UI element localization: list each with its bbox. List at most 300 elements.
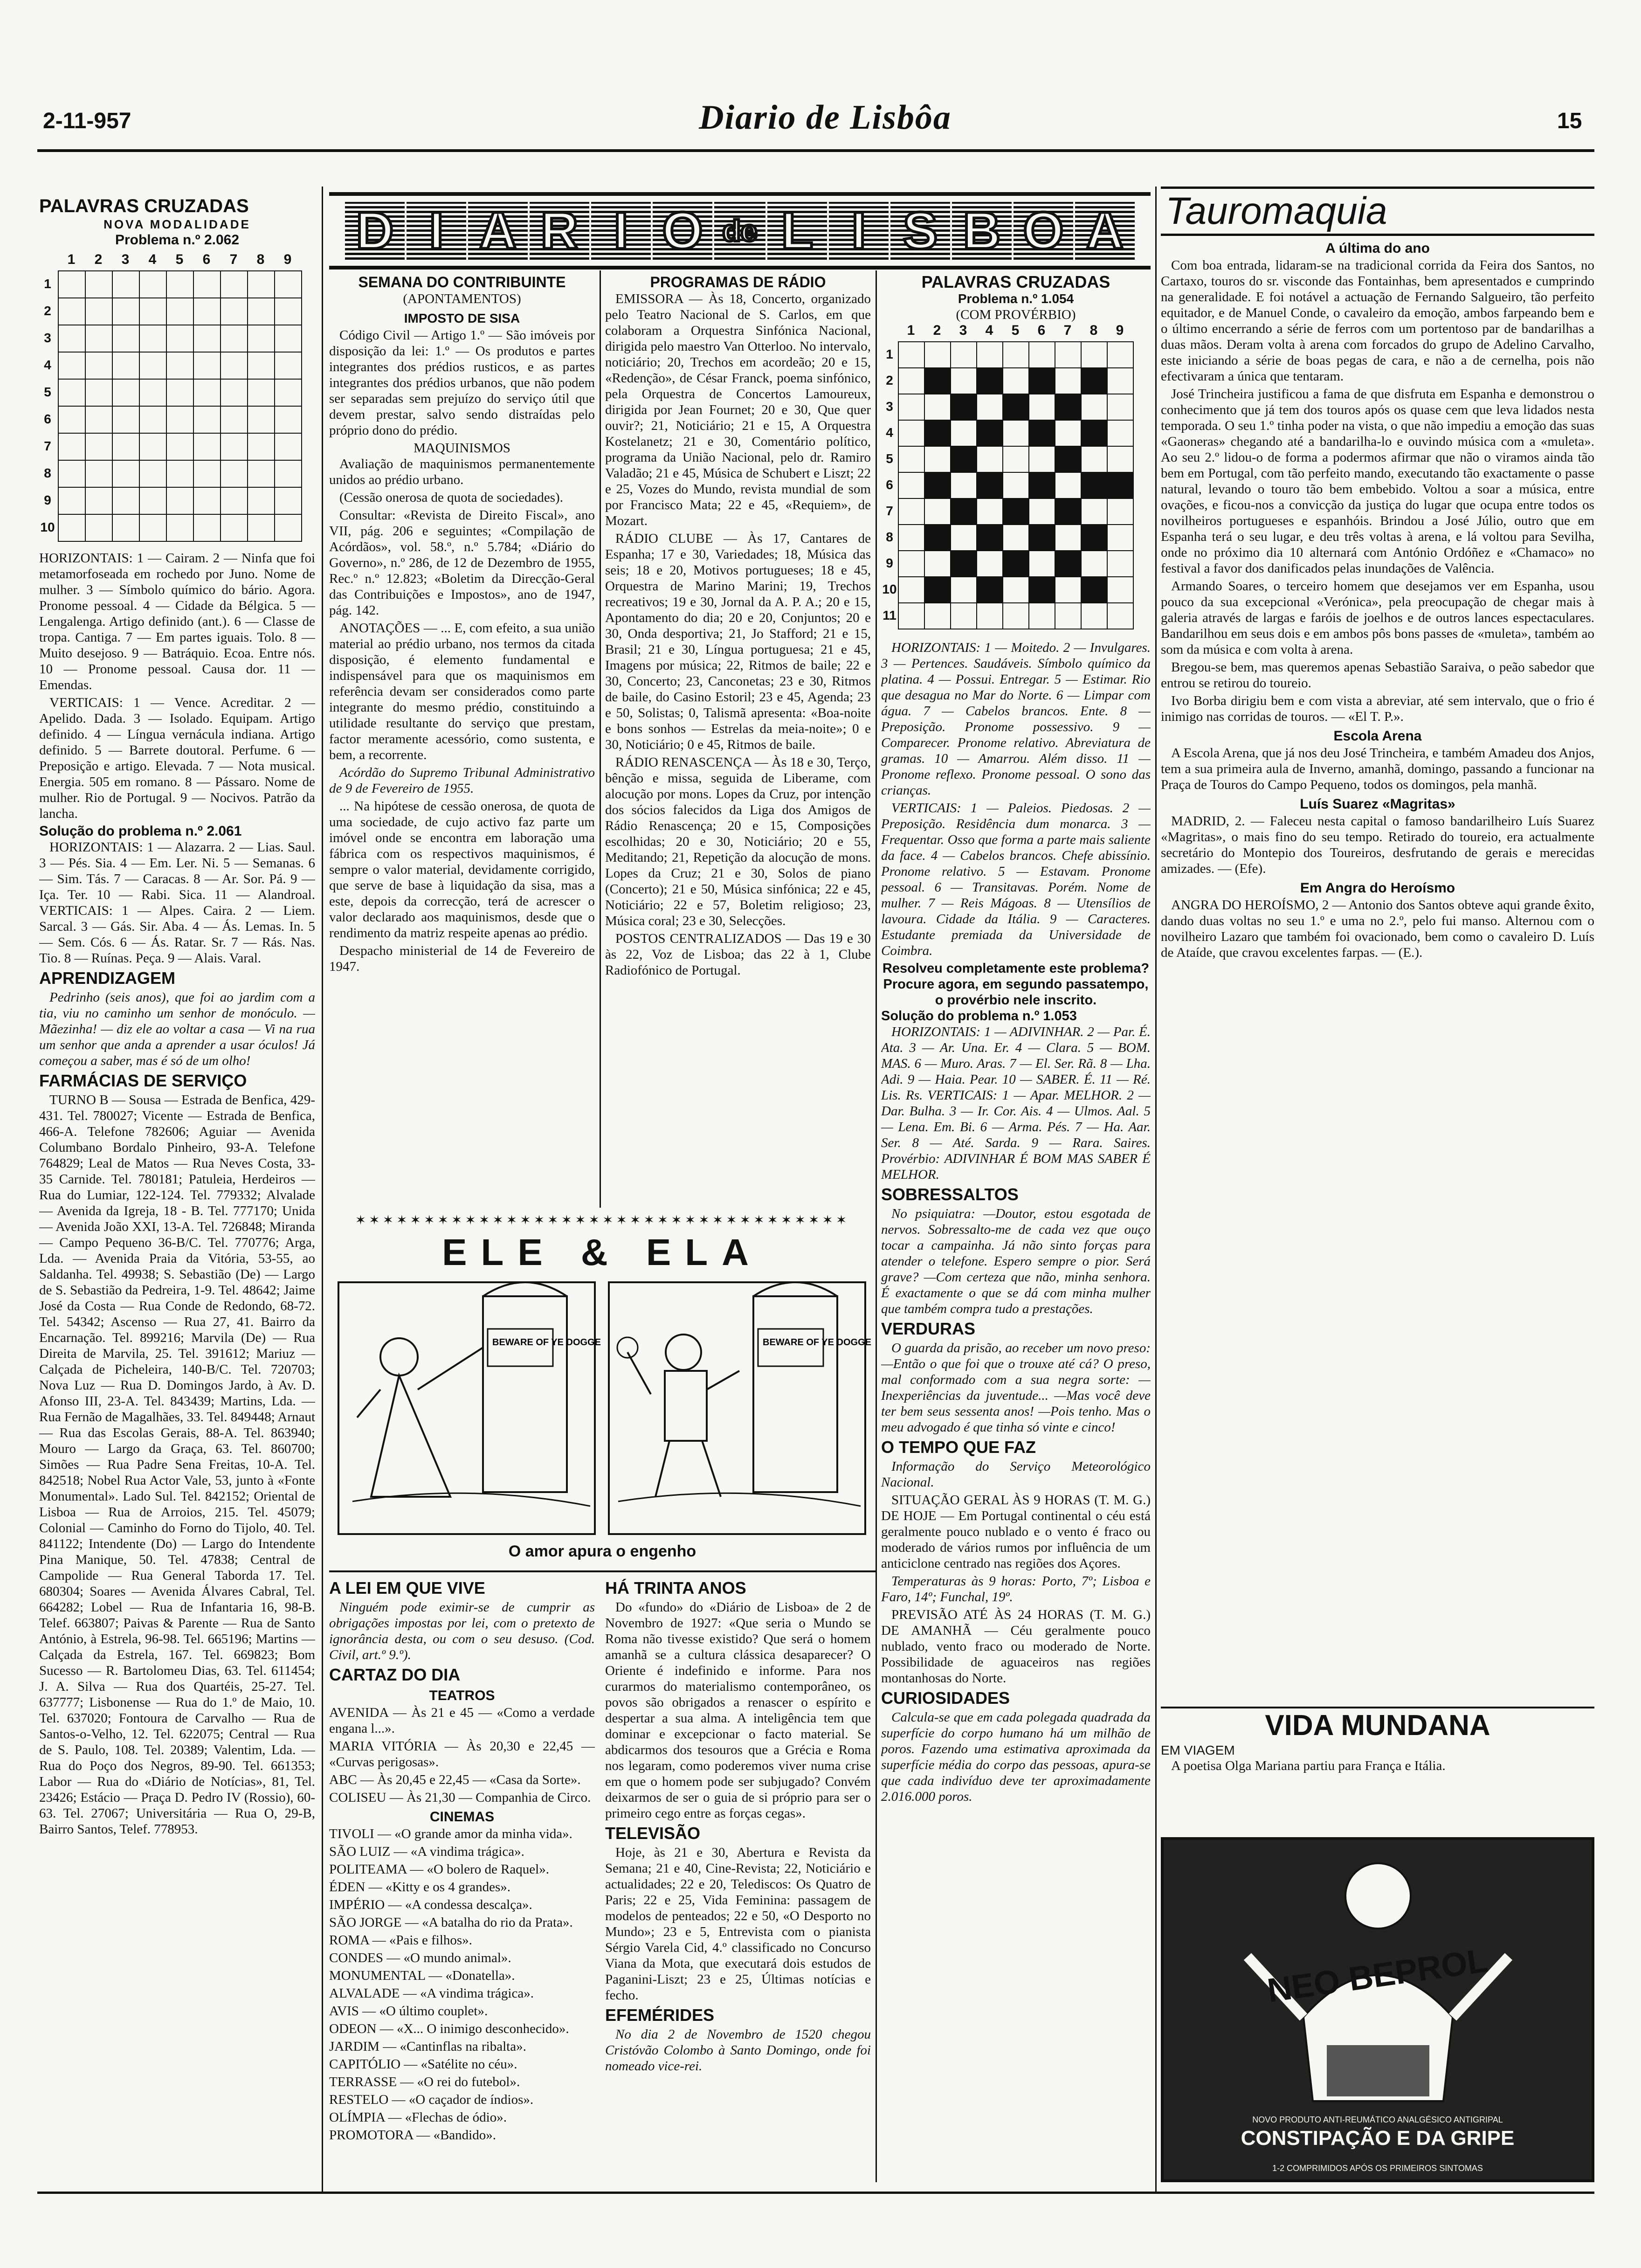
crossword-cell[interactable] bbox=[166, 433, 193, 460]
crossword-cell[interactable] bbox=[166, 514, 193, 541]
crossword-cell[interactable] bbox=[951, 420, 977, 446]
crossword-cell[interactable] bbox=[977, 603, 1003, 629]
crossword-cell[interactable] bbox=[951, 603, 977, 629]
crossword-cell[interactable] bbox=[248, 271, 275, 298]
crossword-cell[interactable] bbox=[139, 487, 166, 514]
crossword-cell[interactable] bbox=[951, 498, 977, 525]
crossword-cell[interactable] bbox=[193, 379, 221, 406]
crossword-cell[interactable] bbox=[85, 352, 112, 379]
cartaz-teatro-item: COLISEU — Às 21,30 — Companhia de Circo. bbox=[329, 1790, 591, 1805]
curiosidades-text: Calcula-se que em cada polegada quadrada da superfície do corpo humano há um milhão de poros. Fazendo uma estimativa aproximada da superfície média do corpo das pessoas, apura-se que cada indivíduo deve ter aproximadamente 2.016.000 poros. bbox=[881, 1710, 1151, 1804]
crossword-cell[interactable] bbox=[112, 379, 139, 406]
crossword-cell[interactable] bbox=[1003, 420, 1029, 446]
tauromaquia-sub3: Luís Suarez «Magritas» bbox=[1300, 796, 1455, 812]
banner-letter: I bbox=[829, 202, 889, 260]
crossword-cell[interactable] bbox=[193, 406, 221, 433]
crossword-cell[interactable] bbox=[898, 446, 924, 472]
crossword-cell[interactable] bbox=[139, 271, 166, 298]
crossword-cell[interactable] bbox=[1055, 368, 1081, 394]
crossword-cell[interactable] bbox=[275, 352, 302, 379]
door-panel1 bbox=[483, 1296, 567, 1492]
aprendizagem-text: Pedrinho (seis anos), que foi ao jardim com a tia, viu no caminho um senhor de monóculo. —Mãezinha! — diz ele ao voltar a casa — Vi na rua um senhor que anda a aprender a usar óculos! Já começou a saber, mas é só de um olho! bbox=[39, 990, 315, 1068]
crossword-cell[interactable] bbox=[139, 298, 166, 325]
crossword-cell[interactable] bbox=[1029, 525, 1055, 551]
crossword-cell[interactable] bbox=[166, 379, 193, 406]
crossword-cell[interactable] bbox=[1029, 577, 1055, 603]
crossword-cell[interactable] bbox=[275, 433, 302, 460]
ele-ela-stars-top: ✶✶✶✶✶✶✶✶✶✶✶✶✶✶✶✶✶✶✶✶✶✶✶✶✶✶✶✶✶✶✶✶✶✶✶✶ bbox=[355, 1213, 850, 1227]
crossword-cell[interactable] bbox=[977, 342, 1003, 368]
crossword-cell[interactable] bbox=[1081, 472, 1107, 498]
crossword-col-number: 8 bbox=[256, 252, 265, 267]
crossword-right-verticais: VERTICAIS: 1 — Paleios. Piedosas. 2 — Preposição. Residência dum monarca. 3 — Frequentar. Osso que forma a parte mais saliente da face. 4 — Cabelos brancos. Chefe abissínio. Pronome relativo. 5 — Estavam. Pronome pessoal. 6 — Transitavas. Porém. Nome de mulher. 7 — Reis Mágoas. 8 — Utensílios de lavoura. Cidade da Itália. 9 — Caracteres. Estudante premiada da Universidade de Coimbra. bbox=[881, 801, 1151, 958]
radio-postos: POSTOS CENTRALIZADOS — Das 19 e 30 às 22, Voz de Lisboa; das 22 à 1, Clube Radiofónico de Portugal. bbox=[605, 931, 871, 978]
crossword-cell[interactable] bbox=[85, 514, 112, 541]
radio-title: PROGRAMAS DE RÁDIO bbox=[650, 274, 826, 290]
crossword-cell[interactable] bbox=[166, 487, 193, 514]
vida-mundana-text: A poetisa Olga Mariana partiu para França e Itália. bbox=[1171, 1758, 1446, 1773]
crossword-cell[interactable] bbox=[248, 406, 275, 433]
crossword-row-number: 6 bbox=[886, 477, 893, 492]
efemerides-title: EFEMÉRIDES bbox=[605, 2005, 715, 2025]
crossword-cell[interactable] bbox=[193, 352, 221, 379]
tauromaquia-p7: MADRID, 2. — Faleceu nesta capital o famoso bandarilheiro Luís Suarez «Magritas», o mais fino do seu tempo. Retirado do toureio, era actualmente secretário do Montepio dos Toureiros, desfrutando de gerais e merecidas amizades. — (Efe). bbox=[1161, 814, 1594, 876]
crossword-cell[interactable] bbox=[977, 525, 1003, 551]
crossword-cell[interactable] bbox=[112, 325, 139, 352]
crossword-cell[interactable] bbox=[898, 577, 924, 603]
cartaz-cinema-item: CONDES — «O mundo animal». bbox=[329, 1950, 511, 1965]
tauromaquia-title: Tauromaquia bbox=[1161, 187, 1594, 236]
crossword-cell[interactable] bbox=[951, 342, 977, 368]
crossword-cell[interactable] bbox=[112, 460, 139, 487]
crossword-row-number: 10 bbox=[882, 582, 897, 596]
crossword-cell[interactable] bbox=[193, 487, 221, 514]
crossword-right-row-numbers bbox=[881, 341, 898, 630]
ad-figure-shorts bbox=[1327, 2045, 1429, 2096]
cartaz-cinema-item: SÃO LUIZ — «A vindima trágica». bbox=[329, 1844, 524, 1859]
crossword-cell[interactable] bbox=[58, 298, 85, 325]
crossword-cell[interactable] bbox=[1055, 446, 1081, 472]
crossword-cell[interactable] bbox=[924, 498, 951, 525]
tempo-title: O TEMPO QUE FAZ bbox=[881, 1438, 1036, 1457]
crossword-cell[interactable] bbox=[1029, 551, 1055, 577]
crossword-cell[interactable] bbox=[1107, 394, 1133, 420]
cartaz-cinema-item: AVIS — «O último couplet». bbox=[329, 2004, 488, 2019]
crossword-cell[interactable] bbox=[275, 379, 302, 406]
crossword-cell[interactable] bbox=[139, 433, 166, 460]
crossword-cell[interactable] bbox=[951, 368, 977, 394]
crossword-cell[interactable] bbox=[275, 271, 302, 298]
semana-acordao: Acórdão do Supremo Tribunal Administrativo de 9 de Fevereiro de 1955. bbox=[329, 765, 595, 796]
tauromaquia-p6: A Escola Arena, que já nos deu José Trincheira, e também Amadeu dos Anjos, tem a sua primeira aula de Inverno, amanhã, domingo, passando a funcionar na Praça de Touros do Campo Pequeno, todos os domingos, pela manhã. bbox=[1161, 746, 1594, 792]
crossword-cell[interactable] bbox=[221, 352, 248, 379]
crossword-row-number: 1 bbox=[44, 277, 51, 291]
crossword-cell[interactable] bbox=[1055, 394, 1081, 420]
crossword-cell[interactable] bbox=[58, 406, 85, 433]
crossword-cell[interactable] bbox=[85, 487, 112, 514]
crossword-cell[interactable] bbox=[977, 420, 1003, 446]
crossword-cell[interactable] bbox=[1003, 525, 1029, 551]
crossword-cell[interactable] bbox=[248, 379, 275, 406]
crossword-cell[interactable] bbox=[1081, 342, 1107, 368]
crossword-row-number: 2 bbox=[44, 304, 51, 318]
crossword-cell[interactable] bbox=[951, 446, 977, 472]
crossword-cell[interactable] bbox=[58, 460, 85, 487]
crossword-cell[interactable] bbox=[248, 325, 275, 352]
crossword-cell[interactable] bbox=[924, 446, 951, 472]
crossword-cell[interactable] bbox=[139, 352, 166, 379]
crossword-cell[interactable] bbox=[221, 271, 248, 298]
crossword-cell[interactable] bbox=[58, 487, 85, 514]
crossword-cell[interactable] bbox=[924, 551, 951, 577]
vida-mundana-title: VIDA MUNDANA bbox=[1265, 1709, 1490, 1742]
crossword-cell[interactable] bbox=[58, 433, 85, 460]
col-divider-1 bbox=[322, 187, 323, 2192]
cartaz-cinema-item: TIVOLI — «O grande amor da minha vida». bbox=[329, 1826, 572, 1841]
crossword-col-number: 1 bbox=[67, 252, 76, 267]
crossword-cell[interactable] bbox=[977, 551, 1003, 577]
crossword-cell[interactable] bbox=[248, 460, 275, 487]
crossword-row-number: 5 bbox=[886, 451, 893, 466]
banner-letter: S bbox=[890, 202, 950, 260]
tempo-temps: Temperaturas às 9 horas: Porto, 7º; Lisboa e Faro, 14º; Funchal, 19º. bbox=[881, 1574, 1151, 1604]
crossword-table bbox=[58, 270, 302, 542]
crossword-cell[interactable] bbox=[166, 298, 193, 325]
crossword-cell[interactable] bbox=[193, 271, 221, 298]
crossword-col-number: 8 bbox=[1089, 323, 1098, 338]
crossword-cell[interactable] bbox=[248, 433, 275, 460]
crossword-cell[interactable] bbox=[898, 603, 924, 629]
vida-mundana bbox=[1161, 1707, 1594, 1774]
cartaz-cinema-item: MONUMENTAL — «Donatella». bbox=[329, 1968, 515, 1983]
crossword-cell[interactable] bbox=[977, 472, 1003, 498]
crossword-cell[interactable] bbox=[112, 514, 139, 541]
crossword-cell[interactable] bbox=[1055, 498, 1081, 525]
crossword-cell[interactable] bbox=[898, 342, 924, 368]
crossword-left-verticais: VERTICAIS: 1 — Vence. Acreditar. 2 — Apelido. Dada. 3 — Isolado. Equipam. Artigo definido. 4 — Língua vernácula indiana. Artigo definido. 5 — Barrete doutoral. Perfume. 6 — Preposição e artigo. Elevada. 7 — Nota musical. Energia. 505 em romano. 8 — Pássaro. Nome de mulher. Rio de Portugal. 9 — Nocivos. Patrão da lancha. bbox=[39, 695, 315, 821]
crossword-cell[interactable] bbox=[1003, 498, 1029, 525]
crossword-cell[interactable] bbox=[898, 525, 924, 551]
crossword-cell[interactable] bbox=[221, 379, 248, 406]
semana-maq1: Avaliação de maquinismos permanentemente unidos ao prédio urbano. bbox=[329, 456, 595, 487]
crossword-cell[interactable] bbox=[193, 325, 221, 352]
crossword-cell[interactable] bbox=[898, 551, 924, 577]
crossword-cell[interactable] bbox=[924, 420, 951, 446]
crossword-cell[interactable] bbox=[166, 271, 193, 298]
crossword-cell[interactable] bbox=[1107, 446, 1133, 472]
crossword-cell[interactable] bbox=[112, 298, 139, 325]
crossword-row-number: 9 bbox=[886, 556, 893, 570]
crossword-cell[interactable] bbox=[1107, 577, 1133, 603]
crossword-cell[interactable] bbox=[139, 460, 166, 487]
crossword-cell[interactable] bbox=[139, 379, 166, 406]
crossword-cell[interactable] bbox=[1107, 603, 1133, 629]
tempo-previsao: PREVISÃO ATÉ ÀS 24 HORAS (T. M. G.) DE AMANHÃ — Céu geralmente pouco nublado, vento fraco ou moderado de Norte. Possibilidade de aguaceiros nas regiões montanhosas do Norte. bbox=[881, 1607, 1151, 1686]
ad-small: 1-2 COMPRIMIDOS APÓS OS PRIMEIROS SINTOMAS bbox=[1272, 2164, 1483, 2173]
crossword-cell[interactable] bbox=[139, 514, 166, 541]
crossword-cell[interactable] bbox=[275, 514, 302, 541]
crossword-cell[interactable] bbox=[1081, 368, 1107, 394]
crossword-cell[interactable] bbox=[112, 406, 139, 433]
crossword-cell[interactable] bbox=[1081, 577, 1107, 603]
crossword-cell[interactable] bbox=[58, 514, 85, 541]
crossword-cell[interactable] bbox=[951, 551, 977, 577]
crossword-cell[interactable] bbox=[275, 298, 302, 325]
semana-section-sisa: IMPOSTO DE SISA bbox=[404, 311, 520, 325]
crossword-cell[interactable] bbox=[1081, 394, 1107, 420]
crossword-cell[interactable] bbox=[1055, 577, 1081, 603]
crossword-cell[interactable] bbox=[193, 433, 221, 460]
crossword-cell[interactable] bbox=[898, 368, 924, 394]
aprendizagem-title: APRENDIZAGEM bbox=[39, 968, 176, 988]
crossword-cell[interactable] bbox=[924, 342, 951, 368]
cartaz-teatro-item: MARIA VITÓRIA — Às 20,30 e 22,45 — «Curvas perigosas». bbox=[329, 1739, 595, 1770]
crossword-cell[interactable] bbox=[221, 406, 248, 433]
crossword-cell[interactable] bbox=[1107, 551, 1133, 577]
crossword-cell[interactable] bbox=[977, 498, 1003, 525]
crossword-col-number: 7 bbox=[1063, 323, 1072, 338]
crossword-cell[interactable] bbox=[275, 487, 302, 514]
semana-intro: Código Civil — Artigo 1.º — São imóveis por disposição da lei: 1.º — Os produtos e partes integrantes dos prédios rusticos, e as partes integrantes dos prédios urbanos, que não podem ser separadas sem prejuízo do serviço útil que devem prestar, salvo sendo distraídas pelo próprio dono do prédio. bbox=[329, 328, 595, 438]
crossword-cell[interactable] bbox=[977, 368, 1003, 394]
crossword-cell[interactable] bbox=[1029, 394, 1055, 420]
crossword-cell[interactable] bbox=[898, 472, 924, 498]
column-semana bbox=[329, 270, 595, 1208]
crossword-cell[interactable] bbox=[166, 325, 193, 352]
crossword-cell[interactable] bbox=[924, 525, 951, 551]
crossword-right-col-numbers bbox=[898, 323, 1136, 341]
footer-rule bbox=[37, 2192, 1594, 2194]
column-tauromaquia bbox=[1161, 187, 1594, 1725]
crossword-cell[interactable] bbox=[924, 368, 951, 394]
crossword-cell[interactable] bbox=[58, 352, 85, 379]
crossword-cell[interactable] bbox=[898, 394, 924, 420]
crossword-cell[interactable] bbox=[112, 487, 139, 514]
crossword-cell[interactable] bbox=[924, 472, 951, 498]
crossword-cell[interactable] bbox=[248, 298, 275, 325]
crossword-cell[interactable] bbox=[1107, 525, 1133, 551]
crossword-left-title: PALAVRAS CRUZADAS bbox=[39, 196, 249, 216]
crossword-cell[interactable] bbox=[85, 325, 112, 352]
crossword-cell[interactable] bbox=[951, 472, 977, 498]
crossword-cell[interactable] bbox=[1003, 551, 1029, 577]
televisao-text: Hoje, às 21 e 30, Abertura e Revista da Semana; 21 e 40, Cine-Revista; 22, Noticiário e actualidades; 22 e 20, Telediscos: Os Quatro de Paris; 22 e 25, Vida Feminina: passagem de modelos de penteados; 22 e 50, «O Desporto no Mundo»; 23 e 5, Entrevista com o pianista Sérgio Varela Cid, 4.º classificado no Concurso Viana da Mota, que executará dois estudos de Paganini-Liszt; 23 e 25, Últimas notícias e fecho. bbox=[605, 1845, 871, 2003]
banner-letter: A bbox=[468, 202, 528, 260]
crossword-cell[interactable] bbox=[924, 394, 951, 420]
cartaz-cinema-item: TERRASSE — «O rei do futebol». bbox=[329, 2074, 520, 2089]
lady-head bbox=[380, 1338, 418, 1376]
crossword-row-number: 10 bbox=[40, 520, 55, 534]
crossword-cell[interactable] bbox=[85, 460, 112, 487]
crossword-right-title: PALAVRAS CRUZADAS bbox=[921, 272, 1110, 291]
crossword-left-solution-title: Solução do problema n.º 2.061 bbox=[39, 823, 242, 839]
crossword-cell[interactable] bbox=[1029, 498, 1055, 525]
crossword-cell[interactable] bbox=[193, 298, 221, 325]
crossword-cell[interactable] bbox=[58, 271, 85, 298]
crossword-cell[interactable] bbox=[1055, 420, 1081, 446]
cartaz-cinema-item: ÉDEN — «Kitty e os 4 grandes». bbox=[329, 1880, 511, 1895]
cartaz-cinemas-list bbox=[329, 1826, 595, 2143]
semana-title: SEMANA DO CONTRIBUINTE bbox=[358, 274, 566, 290]
crossword-cell[interactable] bbox=[1029, 603, 1055, 629]
crossword-row-number: 3 bbox=[44, 331, 51, 345]
cartaz-title: CARTAZ DO DIA bbox=[329, 1665, 461, 1684]
crossword-cell[interactable] bbox=[1003, 603, 1029, 629]
crossword-cell[interactable] bbox=[166, 460, 193, 487]
crossword-cell[interactable] bbox=[977, 394, 1003, 420]
crossword-row-number: 8 bbox=[44, 466, 51, 480]
crossword-cell[interactable] bbox=[1107, 342, 1133, 368]
crossword-cell[interactable] bbox=[1055, 603, 1081, 629]
crossword-cell[interactable] bbox=[112, 352, 139, 379]
crossword-right-procure: Procure agora, em segundo passatempo, o provérbio nele inscrito. bbox=[883, 977, 1149, 1008]
semana-hipotese: ... Na hipótese de cessão onerosa, de quota de uma sociedade, de cujo activo faz parte um imóvel onde se encontra em laboração uma fábrica com os respectivos maquinismos, é sempre o valor material, devidamente corrigido, que serve de base à liquidação da sisa, mas a este, depois da correcção, terá de acrescer o valor declarado aos maquinismos, desde que o rendimento da matriz respeite apenas ao prédio. bbox=[329, 799, 595, 940]
crossword-cell[interactable] bbox=[221, 325, 248, 352]
crossword-col-number: 5 bbox=[1011, 323, 1020, 338]
verduras-title: VERDURAS bbox=[881, 1319, 976, 1338]
tauromaquia-p5: Ivo Borba dirigiu bem e com vista a abreviar, até sem intervalo, que o frio é inimigo nas corridas de touros. — «El T. P.». bbox=[1161, 693, 1594, 724]
crossword-cell[interactable] bbox=[85, 379, 112, 406]
crossword-cell[interactable] bbox=[1003, 342, 1029, 368]
ele-ela-caption: O amor apura o engenho bbox=[508, 1542, 696, 1560]
crossword-cell[interactable] bbox=[221, 298, 248, 325]
tauromaquia-p2: José Trincheira justificou a fama de que disfruta em Espanha e demonstrou o conhecimento que já tem dos touros após os quase cem que leva lidados nesta temporada. O seu 1.º tinha poder na vista, o que não impediu a emoção das suas «Gaoneras» chegando até a bandarilha-lo e ouvindo música com a «muleta». Ao seu 2.º lidou-o de forma a podermos afirmar que não o viramos ainda tão bem em Portugal, com tão perfeito mando, executando tão exactamente o passe natural, levando o touro tão bem embebido. Voltou a soar a música, entre ovações, e ficou-nos a convicção da justiça do lugar que ocupa entre todos os novilheiros portugueses e espanhóis. Brindou a José Júlio, outro que em Espanha terá o seu lugar, e deu três voltas à arena, e lá voltou para Sevilha, onde no próximo dia 10 alternará com António Ordóñez e «Chamaco» no festival a favor dos danificados pelas inundações de Valência. bbox=[1161, 387, 1594, 576]
crossword-cell[interactable] bbox=[248, 352, 275, 379]
crossword-cell[interactable] bbox=[1107, 498, 1133, 525]
semana-anotacoes: ANOTAÇÕES — ... E, com efeito, a sua união material ao prédio urbano, nos termos da citada disposição, é elemento fundamental e indispensável para que os maquinismos em referência devam ser considerados como parte integrante do mesmo prédio, constituindo a utilidade resultante do serviço que prestam, factor meramente acessório, como sustenta, e bem, a recorrente. bbox=[329, 621, 595, 762]
crossword-cell[interactable] bbox=[248, 487, 275, 514]
crossword-cell[interactable] bbox=[193, 460, 221, 487]
crossword-cell[interactable] bbox=[193, 514, 221, 541]
crossword-cell[interactable] bbox=[1029, 342, 1055, 368]
crossword-left-problem: Problema n.º 2.062 bbox=[115, 232, 240, 248]
crossword-cell[interactable] bbox=[1107, 472, 1133, 498]
crossword-cell[interactable] bbox=[112, 271, 139, 298]
banner-letter: L bbox=[767, 202, 827, 260]
tauromaquia-p4: Bregou-se bem, mas queremos apenas Sebastião Saraiva, o peão sabedor que entrou se retirou do toureio. bbox=[1161, 660, 1594, 691]
crossword-cell[interactable] bbox=[275, 325, 302, 352]
banner-letter: A bbox=[1075, 202, 1135, 260]
crossword-cell[interactable] bbox=[85, 433, 112, 460]
crossword-cell[interactable] bbox=[1081, 551, 1107, 577]
crossword-cell[interactable] bbox=[221, 487, 248, 514]
crossword-cell[interactable] bbox=[1029, 420, 1055, 446]
crossword-row-number: 1 bbox=[886, 347, 893, 361]
crossword-cell[interactable] bbox=[1081, 498, 1107, 525]
crossword-col-number: 9 bbox=[1116, 323, 1124, 338]
crossword-cell[interactable] bbox=[85, 271, 112, 298]
column-radio bbox=[605, 270, 871, 1208]
crossword-cell[interactable] bbox=[1003, 368, 1029, 394]
trinta-anos-title: HÁ TRINTA ANOS bbox=[605, 1578, 746, 1597]
banner-letter: O bbox=[1014, 202, 1073, 260]
crossword-cell[interactable] bbox=[1055, 525, 1081, 551]
crossword-cell[interactable] bbox=[977, 446, 1003, 472]
crossword-right-subtitle: (COM PROVÉRBIO) bbox=[956, 307, 1076, 322]
crossword-col-number: 5 bbox=[175, 252, 184, 267]
crossword-cell[interactable] bbox=[221, 433, 248, 460]
crossword-cell[interactable] bbox=[85, 406, 112, 433]
cartaz-cinema-item: OLÍMPIA — «Flechas de ódio». bbox=[329, 2110, 507, 2125]
crossword-cell[interactable] bbox=[248, 514, 275, 541]
banner-diario-de-lisboa bbox=[329, 192, 1151, 270]
crossword-cell[interactable] bbox=[1003, 472, 1029, 498]
crossword-right-problem: Problema n.º 1.054 bbox=[958, 291, 1074, 306]
crossword-cell[interactable] bbox=[58, 325, 85, 352]
crossword-cell[interactable] bbox=[1003, 394, 1029, 420]
tauromaquia-sub2: Escola Arena bbox=[1333, 728, 1422, 744]
col-divider-2 bbox=[600, 270, 601, 1208]
ad-tagline: NOVO PRODUTO ANTI-REUMÁTICO ANALGÉSICO ANTIGRIPAL bbox=[1252, 2115, 1503, 2124]
crossword-cell[interactable] bbox=[1003, 446, 1029, 472]
crossword-cell[interactable] bbox=[1081, 525, 1107, 551]
crossword-cell[interactable] bbox=[166, 406, 193, 433]
crossword-cell[interactable] bbox=[977, 577, 1003, 603]
crossword-col-number: 2 bbox=[94, 252, 103, 267]
crossword-row-number: 3 bbox=[886, 399, 893, 414]
crossword-cell[interactable] bbox=[58, 379, 85, 406]
crossword-cell[interactable] bbox=[221, 460, 248, 487]
crossword-cell[interactable] bbox=[1081, 446, 1107, 472]
radio-renascenca: RÁDIO RENASCENÇA — Às 18 e 30, Terço, bênção e missa, seguida de Liberame, com alocução por mons. Lopes da Cruz, por intenção dos sócios falecidos da Liga dos Amigos de Rádio Renascença; 20 e 15, Composições escolhidas; 20 e 30, Noticiário; 20 e 55, Meditando; 21, Repetição da alocução de mons. Lopes da Cruz; 21 e 30, Solos de piano (Concerto); 21 e 50, Música sinfónica; 22 e 45, Noticiário; 22 e 57, Boletim religioso; 23, Música coral; 23 e 30, Selecções. bbox=[605, 755, 871, 928]
crossword-cell[interactable] bbox=[924, 603, 951, 629]
ele-ela-illustration bbox=[329, 1278, 876, 1539]
crossword-cell[interactable] bbox=[166, 352, 193, 379]
crossword-cell[interactable] bbox=[112, 433, 139, 460]
crossword-cell[interactable] bbox=[1081, 420, 1107, 446]
crossword-cell[interactable] bbox=[1107, 420, 1133, 446]
crossword-cell[interactable] bbox=[139, 325, 166, 352]
crossword-cell[interactable] bbox=[85, 298, 112, 325]
crossword-cell[interactable] bbox=[1003, 577, 1029, 603]
crossword-cell[interactable] bbox=[898, 498, 924, 525]
cartaz-cinema-item: RESTELO — «O caçador de índios». bbox=[329, 2092, 534, 2107]
crossword-cell[interactable] bbox=[951, 525, 977, 551]
crossword-left-col-numbers bbox=[58, 252, 310, 270]
tauromaquia-p8: ANGRA DO HEROÍSMO, 2 — Antonio dos Santos obteve aqui grande êxito, dando duas voltas no seu 1.º e uma no 2.º, pelo fui manso. Alternou com o novilheiro Lazaro que também foi ovacionado, bem como o cavaleiro D. Luís de Ataíde, que cravou excelentes farpas. — (E.). bbox=[1161, 898, 1594, 960]
crossword-cell[interactable] bbox=[1055, 342, 1081, 368]
tauromaquia-p1: Com boa entrada, lidaram-se na tradicional corrida da Feira dos Santos, no Cartaxo, touros do sr. visconde das Fontainhas, bem apresentados e cumprindo na generalidade. E foi notável a actuação de Fernando Salgueiro, tão perfeito equitador, e de Manuel Conde, o cavaleiro da emoção, ambos farpeando bem e o último encerrando a série de ferros com um portentoso par de bandarilhas a duas mãos. Deram volta à arena com forcados do grupo de Adelino Carvalho, este iniciando a série de boas pegas de cara, e não a de cernelha, pois não efectivaram a única que tentaram. bbox=[1161, 258, 1594, 384]
crossword-left-row-numbers bbox=[39, 270, 58, 546]
crossword-right-resolveu: Resolveu completamente este problema? bbox=[882, 961, 1150, 976]
col-divider-4 bbox=[1155, 187, 1157, 2192]
tempo-text: SITUAÇÃO GERAL ÀS 9 HORAS (T. M. G.) DE HOJE — Em Portugal continental o céu está geralmente pouco nublado e o vento é fraco ou moderado de vários rumos por influência de um anticiclone centrado nas regiões dos Açores. bbox=[881, 1493, 1151, 1571]
crossword-col-number: 9 bbox=[283, 252, 292, 267]
crossword-cell[interactable] bbox=[1107, 368, 1133, 394]
banner-letter: B bbox=[952, 202, 1012, 260]
crossword-cell[interactable] bbox=[1029, 368, 1055, 394]
crossword-cell[interactable] bbox=[1029, 472, 1055, 498]
crossword-cell[interactable] bbox=[1029, 446, 1055, 472]
crossword-cell[interactable] bbox=[139, 406, 166, 433]
crossword-cell[interactable] bbox=[898, 420, 924, 446]
crossword-cell[interactable] bbox=[275, 460, 302, 487]
cartaz-cinema-item: IMPÉRIO — «A condessa descalça». bbox=[329, 1897, 532, 1912]
crossword-cell[interactable] bbox=[1055, 472, 1081, 498]
crossword-cell[interactable] bbox=[924, 577, 951, 603]
comic-bottom-rule bbox=[329, 1570, 876, 1572]
crossword-cell[interactable] bbox=[221, 514, 248, 541]
crossword-cell[interactable] bbox=[275, 406, 302, 433]
crossword-cell[interactable] bbox=[1055, 551, 1081, 577]
crossword-cell[interactable] bbox=[951, 394, 977, 420]
crossword-cell[interactable] bbox=[1081, 603, 1107, 629]
crossword-cell[interactable] bbox=[951, 577, 977, 603]
trinta-anos-text: Do «fundo» do «Diário de Lisboa» de 2 de Novembro de 1927: «Que seria o Mundo se Roma não tivesse existido? Que será o homem amanhã se a cultura clássica desaparecer? O Oriente é indefinido e informe. Para nos curarmos do materialismo contemporâneo, os povos são obrigados a renascer o espírito e despertar a sua alma. A inteligência tem que dominar e excepcionar o facto material. Se abdicarmos dos tesouros que a Grécia e Roma nos legaram, como poderemos viver numa crise em que o homem pode ser subjugado? Convém deixarmos de ser o guia de si próprio para ser o primeiro cego entre as forças cegas». bbox=[605, 1600, 871, 1821]
cartaz-cinema-item: JARDIM — «Cantinflas na ribalta». bbox=[329, 2039, 526, 2054]
semana-section-maquinismos: MAQUINISMOS bbox=[414, 441, 510, 456]
radio-emissora: EMISSORA — Às 18, Concerto, organizado pelo Teatro Nacional de S. Carlos, em que colaboram a Orquestra Sinfónica Nacional, dirigida pelo maestro Van Otterloo. No intervalo, noticiário; 20, Trechos em acordeão; 20 e 15, «Redenção», de César Franck, poema sinfónico, pela Orquestra de Concertos Lamoureux, dirigida por Jean Fournet; 20 e 30, Que quer ouvir?; 21, Noticiário; 21 e 15, A Orquestra Kostelanetz; 21 e 30, Comentário político, programa da União Nacional, pelo dr. Ramiro Valadão; 21 e 45, Música de Schubert e Liszt; 22 e 25, Vozes do Mundo, revista mundial de som por Francisco Mata; 22 e 45, «Requiem», de Mozart. bbox=[605, 291, 871, 528]
